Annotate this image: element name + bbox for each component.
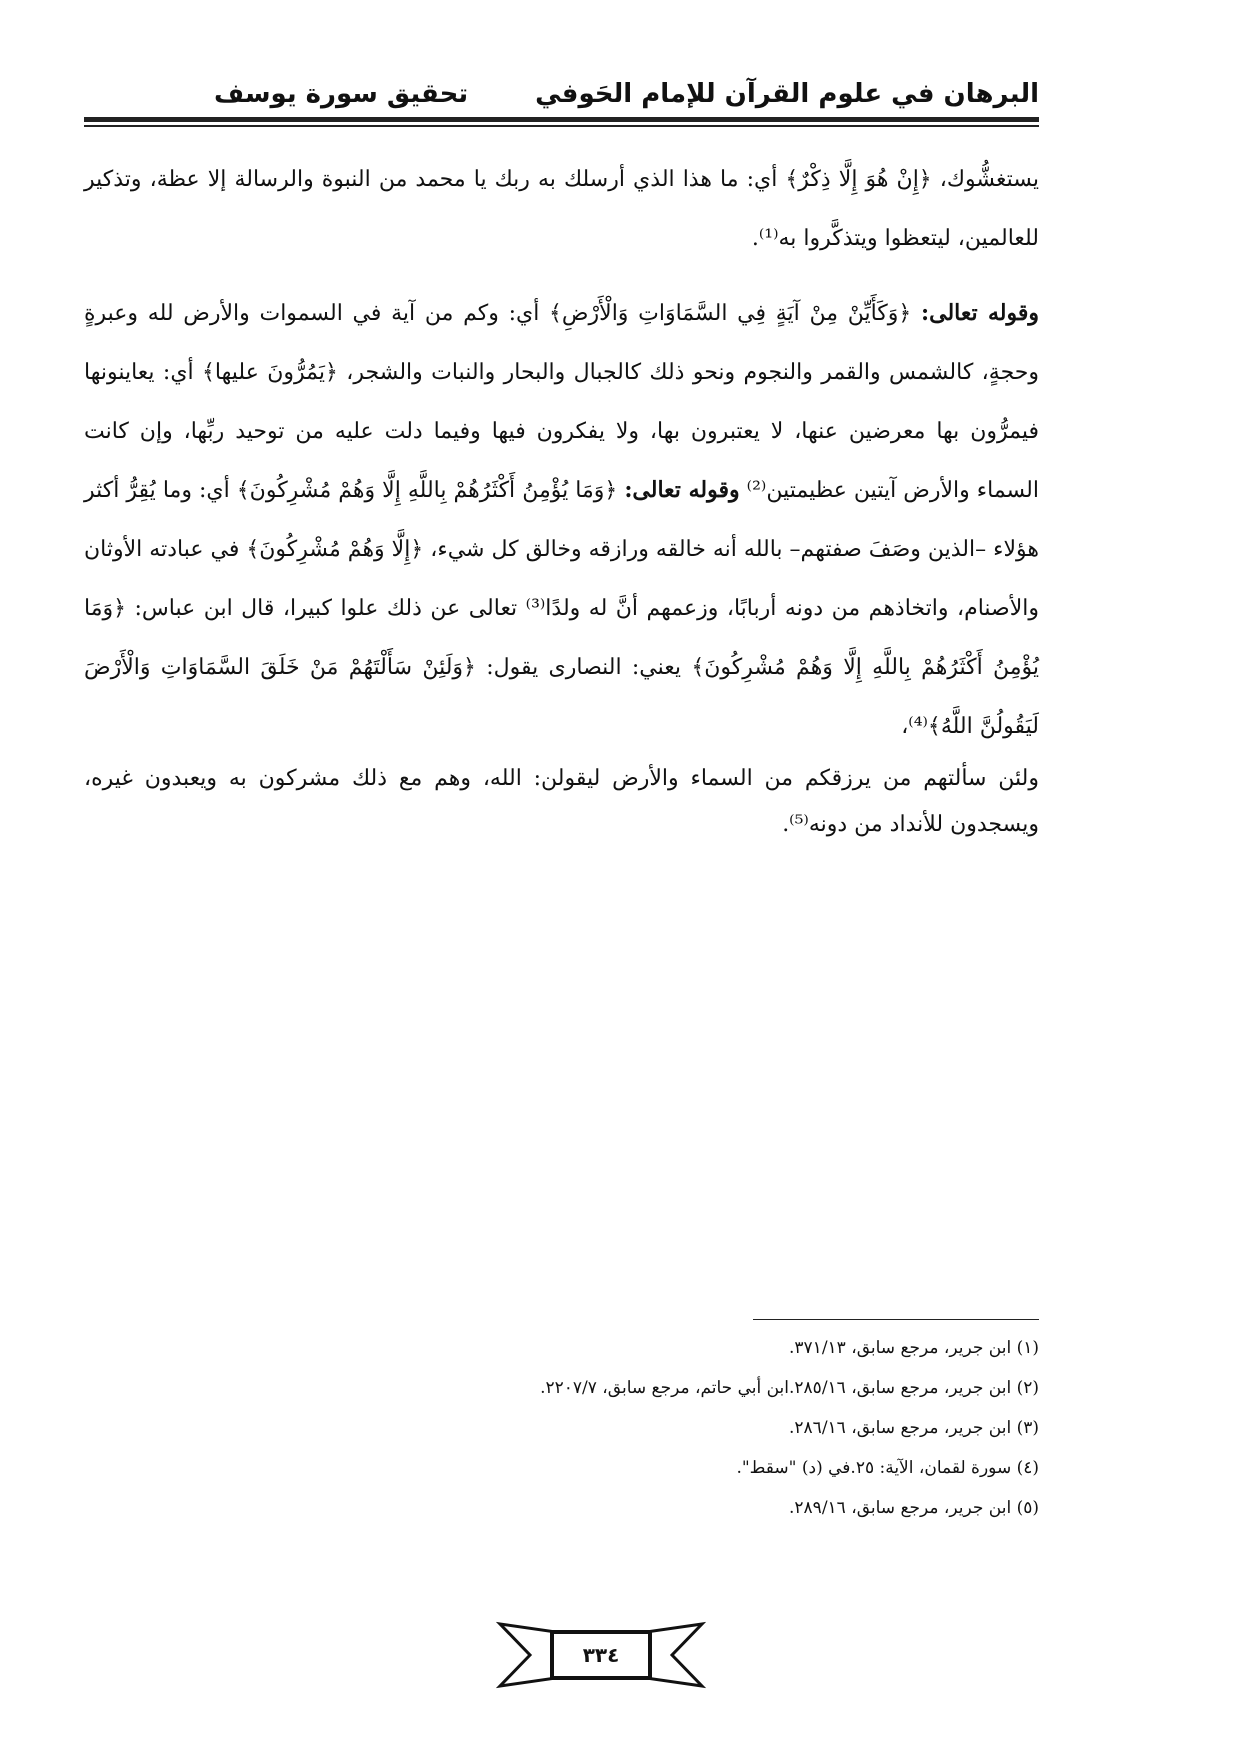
paragraph-1: يستغشُّوك، ﴿إِنْ هُوَ إِلَّا ذِكْرٌ﴾ أي: ما هذا الذي أرسلك به ربك يا محمد من النبوة والرسالة إلا عظة، وتذكير للعالمين، ليتعظوا ويتذكَّروا به⁽¹⁾. <box>84 167 1039 251</box>
footnote-separator <box>753 1319 1039 1320</box>
header-rule-thin <box>84 125 1039 127</box>
main-text <box>84 150 1039 848</box>
footnote-3: (٣) ابن جرير، مرجع سابق، ٢٨٦/١٦. <box>789 1418 1039 1438</box>
footnotes <box>84 1328 1039 1528</box>
paragraph-2-lead: وقوله تعالى: <box>921 300 1040 326</box>
section-title: تحقيق سورة يوسف <box>214 79 469 109</box>
footnote-1: (١) ابن جرير، مرجع سابق، ٣٧١/١٣. <box>789 1338 1039 1358</box>
footnote-2: (٢) ابن جرير، مرجع سابق، ٢٨٥/١٦.ابن أبي حاتم، مرجع سابق، ٢٢٠٧/٧. <box>540 1378 1039 1398</box>
paragraph-2-lead-2: وقوله تعالى: <box>624 477 740 503</box>
paragraph-2-text-b: ﴿وَمَا يُؤْمِنُ أَكْثَرُهُمْ بِاللَّهِ إِلَّا وَهُمْ مُشْرِكُونَ﴾ أي: وما يُقِرُّ أكثر هؤلاء –الذين وصَفَ صفتهم– بالله أنه خالقه ورازقه وخالق كل شيء، ﴿إِلَّا وَهُمْ مُشْرِكُونَ﴾ في عبادته الأوثان والأصنام، واتخاذهم من دونه أربابًا، وزعمهم أنَّ له ولدًا⁽³⁾ تعالى عن ذلك علوا كبيرا، قال ابن عباس: ﴿وَمَا يُؤْمِنُ أَكْثَرُهُمْ بِاللَّهِ إِلَّا وَهُمْ مُشْرِكُونَ﴾ يعني: النصارى يقول: ﴿وَلَئِنْ سَأَلْتَهُمْ مَنْ خَلَقَ السَّمَاوَاتِ وَالْأَرْضَ لَيَقُولُنَّ اللَّهُ﴾⁽⁴⁾، <box>84 478 1040 739</box>
footnote-5: (٥) ابن جرير، مرجع سابق، ٢٨٩/١٦. <box>789 1498 1039 1518</box>
page-header <box>84 72 1039 116</box>
page-number-ribbon <box>496 1618 706 1692</box>
paragraph-3: ولئن سألتهم من يرزقكم من السماء والأرض ليقولن: الله، وهم مع ذلك مشركون به ويعبدون غيره، ويسجدون للأنداد من دونه⁽⁵⁾. <box>84 766 1039 837</box>
footnote-4: (٤) سورة لقمان، الآية: ٢٥.في (د) "سقط". <box>736 1458 1039 1478</box>
header-rule-thick <box>84 117 1039 122</box>
page-number: ٣٣٤ <box>582 1643 620 1667</box>
paragraph-2 <box>84 284 1039 756</box>
book-title: البرهان في علوم القرآن للإمام الحَوفي <box>535 79 1039 109</box>
paragraph-2-text-a: ﴿وَكَأَيِّنْ مِنْ آيَةٍ فِي السَّمَاوَاتِ وَالْأَرْضِ﴾ أي: وكم من آية في السموات والأرض لله وعبرةٍ وحجةٍ، كالشمس والقمر والنجوم ونحو ذلك كالجبال والبحار والنبات والشجر، ﴿يَمُرُّونَ عليها﴾ أي: يعاينونها فيمرُّون بها معرضين عنها، لا يعتبرون بها، ولا يفكرون فيها وفيما دلت عليه من توحيد ربِّها، وإن كانت السماء والأرض آيتين عظيمتين⁽²⁾ <box>84 301 1039 503</box>
